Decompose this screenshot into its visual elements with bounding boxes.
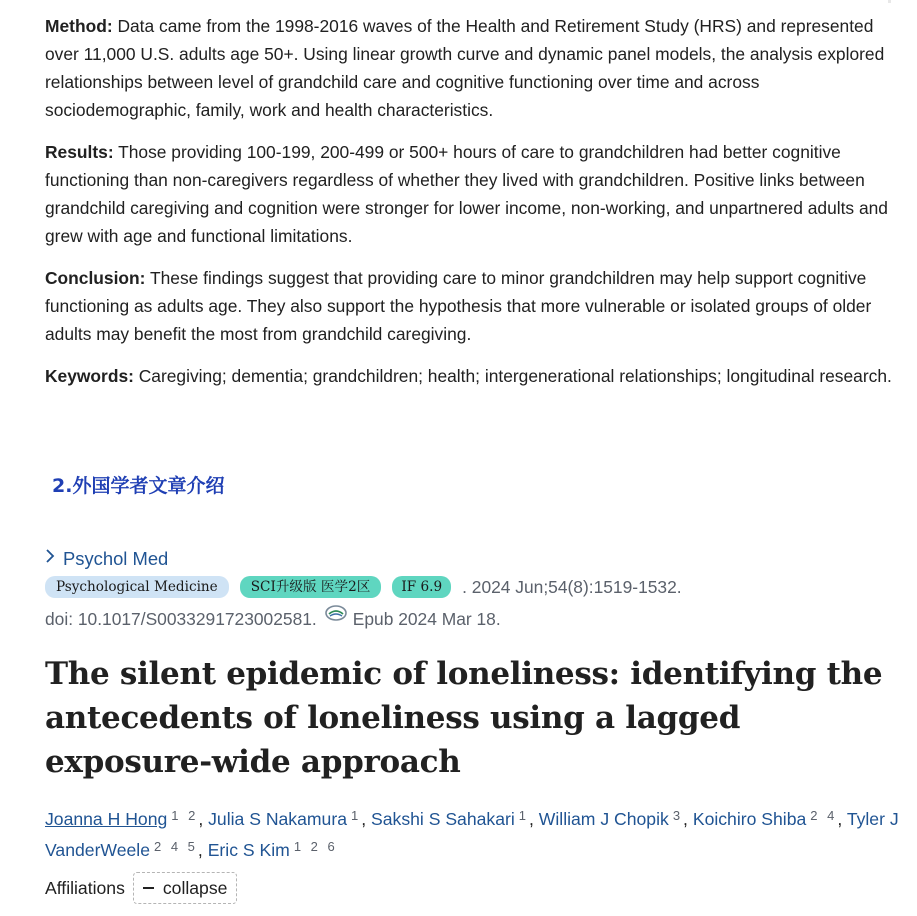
method-text: Data came from the 1998-2016 waves of the Health and Retirement Study (HRS) and represented over 11,000 U.S. adults age 50+. Using linear growth curve and dynamic panel models, the analysis explored relationships between level of grandchild care and cognitive functioning over time and across sociodemographic, family, work and health characteristics. <box>45 16 885 120</box>
doi-row <box>45 605 501 633</box>
citation-meta-row <box>45 575 682 599</box>
sci-badge[interactable]: SCI升级版 医学2区 <box>240 576 382 598</box>
epub-date: Epub 2024 Mar 18. <box>352 609 501 629</box>
article-title: The silent epidemic of loneliness: identifying the antecedents of loneliness using a lagged exposure-wide approach <box>45 656 883 780</box>
author-link[interactable]: Eric S Kim <box>207 840 290 860</box>
author-separator: , <box>683 809 693 829</box>
author-affiliation-numbers[interactable]: 1 <box>518 808 529 823</box>
top-divider <box>888 0 891 3</box>
author-affiliation-numbers[interactable]: 2 4 5 <box>153 839 198 854</box>
results-text: Those providing 100-199, 200-499 or 500+ hours of care to grandchildren had better cognitive functioning than non-caregivers regardless of whether they lived with grandchildren. Positive links between grandchild caregiving and cognition were stronger for lower income, non-working, and unpartnered adults and grew with age and functional limitations. <box>45 142 888 246</box>
author-link[interactable]: Julia S Nakamura <box>208 809 347 829</box>
doi-text: doi: 10.1017/S0033291723002581. <box>45 609 317 629</box>
author-link[interactable]: Sakshi S Sahakari <box>371 809 515 829</box>
author-separator: , <box>529 809 539 829</box>
author-list <box>45 802 905 864</box>
author-separator: , <box>197 840 208 860</box>
author-link[interactable]: Tyler J VanderWeele <box>45 809 899 860</box>
epub-icon <box>325 602 347 624</box>
minus-icon <box>143 887 154 889</box>
author-link[interactable]: William J Chopik <box>538 809 669 829</box>
abstract-method <box>45 12 895 124</box>
author-affiliation-numbers[interactable]: 1 2 6 <box>293 839 338 854</box>
abstract-conclusion <box>45 264 895 348</box>
collapse-label: collapse <box>162 878 228 898</box>
citation-text: . 2024 Jun;54(8):1519-1532. <box>462 577 682 597</box>
author-link[interactable]: Koichiro Shiba <box>692 809 807 829</box>
author-separator: , <box>361 809 371 829</box>
affiliations-row <box>45 872 237 904</box>
author-affiliation-numbers[interactable]: 1 2 <box>171 808 199 823</box>
journal-link[interactable] <box>45 546 168 572</box>
author-affiliation-numbers[interactable]: 3 <box>672 808 684 823</box>
impact-factor-badge[interactable]: IF 6.9 <box>392 576 451 598</box>
method-label: Method: <box>45 16 113 36</box>
keywords-text: Caregiving; dementia; grandchildren; health; intergenerational relationships; longitudinal research. <box>133 366 892 386</box>
journal-badge[interactable]: Psychological Medicine <box>45 576 229 598</box>
results-label: Results: <box>45 142 114 162</box>
author-affiliation-numbers[interactable]: 2 4 <box>810 808 838 823</box>
abstract-results <box>45 138 895 250</box>
author-separator: , <box>198 809 209 829</box>
conclusion-text: These findings suggest that providing care to minor grandchildren may help support cognitive functioning as adults age. They also support the hypothesis that more vulnerable or isolated groups of older adults may benefit the most from grandchild caregiving. <box>45 268 872 344</box>
author-affiliation-numbers[interactable]: 1 <box>350 808 362 823</box>
author-separator: , <box>837 809 847 829</box>
conclusion-label: Conclusion: <box>45 268 146 288</box>
collapse-button[interactable] <box>133 872 238 904</box>
abstract-keywords <box>45 362 895 390</box>
journal-link-label: Psychol Med <box>63 548 169 569</box>
keywords-label: Keywords: <box>45 366 134 386</box>
affiliations-label: Affiliations <box>45 877 125 898</box>
abstract-section <box>45 12 895 404</box>
section-heading: 2.外国学者文章介绍 <box>52 475 225 497</box>
chevron-right-icon <box>45 546 55 572</box>
author-link[interactable]: Joanna H Hong <box>45 809 168 829</box>
